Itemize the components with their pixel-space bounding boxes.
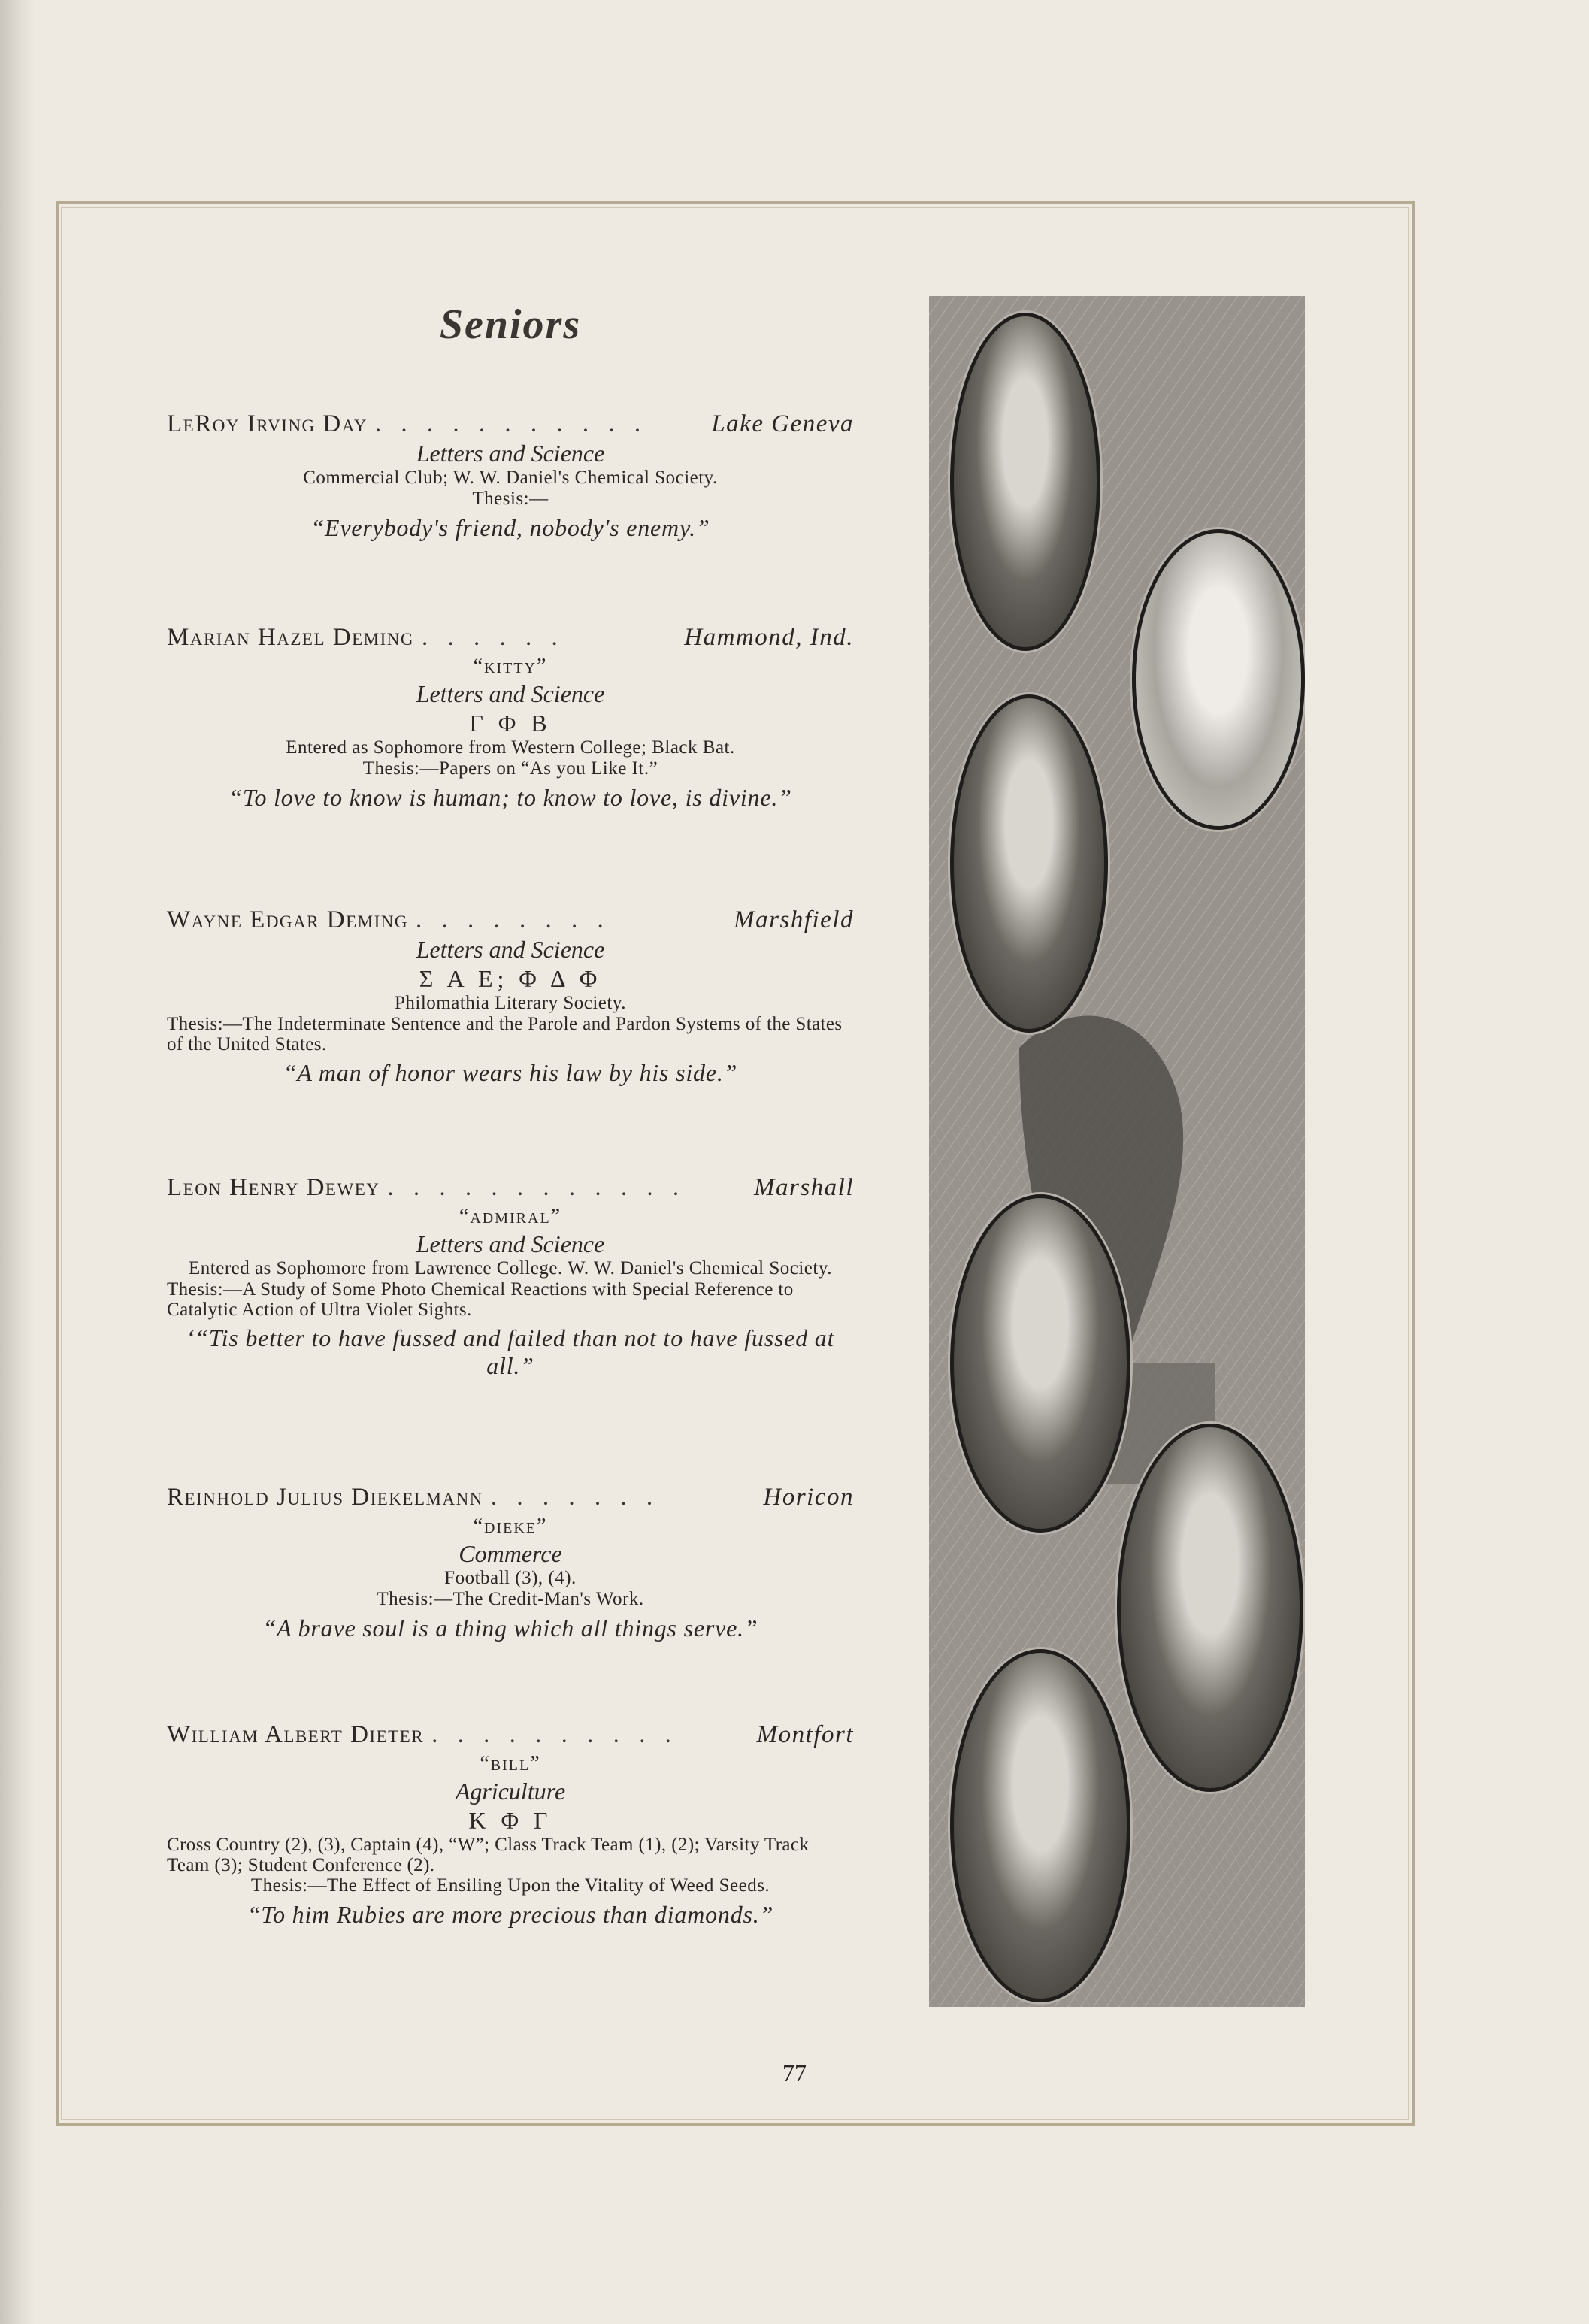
name-line bbox=[167, 1721, 854, 1749]
thesis: Thesis:— bbox=[472, 489, 549, 509]
activities: Entered as Sophomore from Western College; Black Bat. bbox=[286, 737, 735, 758]
portrait-photo bbox=[950, 1194, 1130, 1533]
name-line bbox=[167, 906, 854, 934]
nickname: “kitty” bbox=[473, 655, 548, 678]
senior-name: Leon Henry Dewey bbox=[167, 1174, 380, 1201]
leader-dots: . . . . . . . . bbox=[415, 906, 610, 934]
thesis: Thesis:—The Effect of Ensiling Upon the Vitality of Weed Seeds. bbox=[250, 1875, 770, 1896]
hometown: Lake Geneva bbox=[711, 410, 854, 437]
fraternity-letters: Κ Φ Γ bbox=[468, 1807, 552, 1834]
name-line bbox=[167, 1484, 854, 1512]
name-line bbox=[167, 624, 854, 652]
quote: ‘“Tis better to have fussed and failed than not to have fussed at all.” bbox=[186, 1324, 835, 1379]
fraternity-letters: Γ Φ Β bbox=[469, 710, 552, 737]
name-line bbox=[167, 410, 854, 438]
nickname: “bill” bbox=[480, 1752, 541, 1775]
activities: Cross Country (2), (3), Captain (4), “W”; Class Track Team (1), (2); Varsity Track Team (3); Student Conference (2). bbox=[167, 1835, 810, 1875]
activities: Commercial Club; W. W. Daniel's Chemical Society. bbox=[303, 468, 718, 488]
portrait-photo bbox=[950, 1649, 1130, 2002]
page-heading: Seniors bbox=[439, 301, 582, 348]
name-line bbox=[167, 1174, 854, 1202]
quote: “A man of honor wears his law by his side.” bbox=[283, 1059, 738, 1086]
leader-dots: . . . . . . . . . . . bbox=[374, 410, 648, 437]
hometown: Marshfield bbox=[734, 906, 854, 934]
quote: “To him Rubies are more precious than diamonds.” bbox=[247, 1901, 774, 1928]
portrait-strip bbox=[929, 296, 1305, 2007]
senior-entry bbox=[167, 410, 854, 542]
nickname: “dieke” bbox=[473, 1515, 548, 1538]
course: Letters and Science bbox=[416, 680, 605, 707]
course: Letters and Science bbox=[416, 440, 605, 467]
fraternity-letters: Σ Α Ε; Φ Δ Φ bbox=[419, 965, 602, 992]
portrait-photo bbox=[950, 313, 1100, 651]
quote: “Everybody's friend, nobody's enemy.” bbox=[310, 514, 710, 541]
course: Agriculture bbox=[455, 1778, 566, 1805]
course: Letters and Science bbox=[416, 1230, 605, 1257]
quote: “A brave soul is a thing which all things serve.” bbox=[262, 1614, 758, 1642]
hometown: Marshall bbox=[753, 1174, 854, 1201]
senior-entry bbox=[167, 1174, 854, 1380]
thesis: Thesis:—A Study of Some Photo Chemical Reactions with Special Reference to Catalytic Action of Ultra Violet Sights. bbox=[167, 1279, 794, 1320]
leader-dots: . . . . . . . bbox=[490, 1484, 660, 1511]
leader-dots: . . . . . . . . . . . . bbox=[387, 1174, 686, 1201]
portrait-photo bbox=[1117, 1424, 1303, 1792]
activities: Entered as Sophomore from Lawrence College. W. W. Daniel's Chemical Society. bbox=[189, 1258, 832, 1279]
activities: Philomathia Literary Society. bbox=[395, 993, 626, 1013]
leader-dots: . . . . . . bbox=[421, 624, 564, 651]
senior-name: LeRoy Irving Day bbox=[167, 410, 368, 437]
thesis: Thesis:—Papers on “As you Like It.” bbox=[362, 758, 658, 779]
senior-entry bbox=[167, 624, 854, 812]
hometown: Hammond, Ind. bbox=[684, 624, 854, 651]
senior-name: Wayne Edgar Deming bbox=[167, 906, 408, 934]
senior-entry bbox=[167, 1721, 854, 1929]
portrait-photo bbox=[950, 694, 1108, 1033]
senior-name: Reinhold Julius Diekelmann bbox=[167, 1484, 483, 1511]
leader-dots: . . . . . . . . . . bbox=[431, 1721, 678, 1748]
activities: Football (3), (4). bbox=[444, 1568, 577, 1588]
thesis: Thesis:—The Credit-Man's Work. bbox=[377, 1589, 644, 1609]
course: Letters and Science bbox=[416, 936, 605, 963]
course: Commerce bbox=[459, 1540, 562, 1567]
nickname: “admiral” bbox=[459, 1205, 562, 1228]
hometown: Montfort bbox=[756, 1721, 854, 1748]
quote: “To love to know is human; to know to love, is divine.” bbox=[229, 784, 792, 811]
senior-entry bbox=[167, 906, 854, 1087]
senior-entry bbox=[167, 1484, 854, 1642]
seniors-text-column bbox=[167, 301, 854, 380]
senior-name: Marian Hazel Deming bbox=[167, 624, 414, 651]
senior-name: William Albert Dieter bbox=[167, 1721, 425, 1748]
page-number: 77 bbox=[782, 2059, 807, 2086]
page-gutter bbox=[0, 0, 36, 2324]
hometown: Horicon bbox=[763, 1484, 854, 1511]
portrait-photo bbox=[1132, 529, 1305, 830]
thesis: Thesis:—The Indeterminate Sentence and the Parole and Pardon Systems of the States of the United States. bbox=[167, 1014, 843, 1055]
